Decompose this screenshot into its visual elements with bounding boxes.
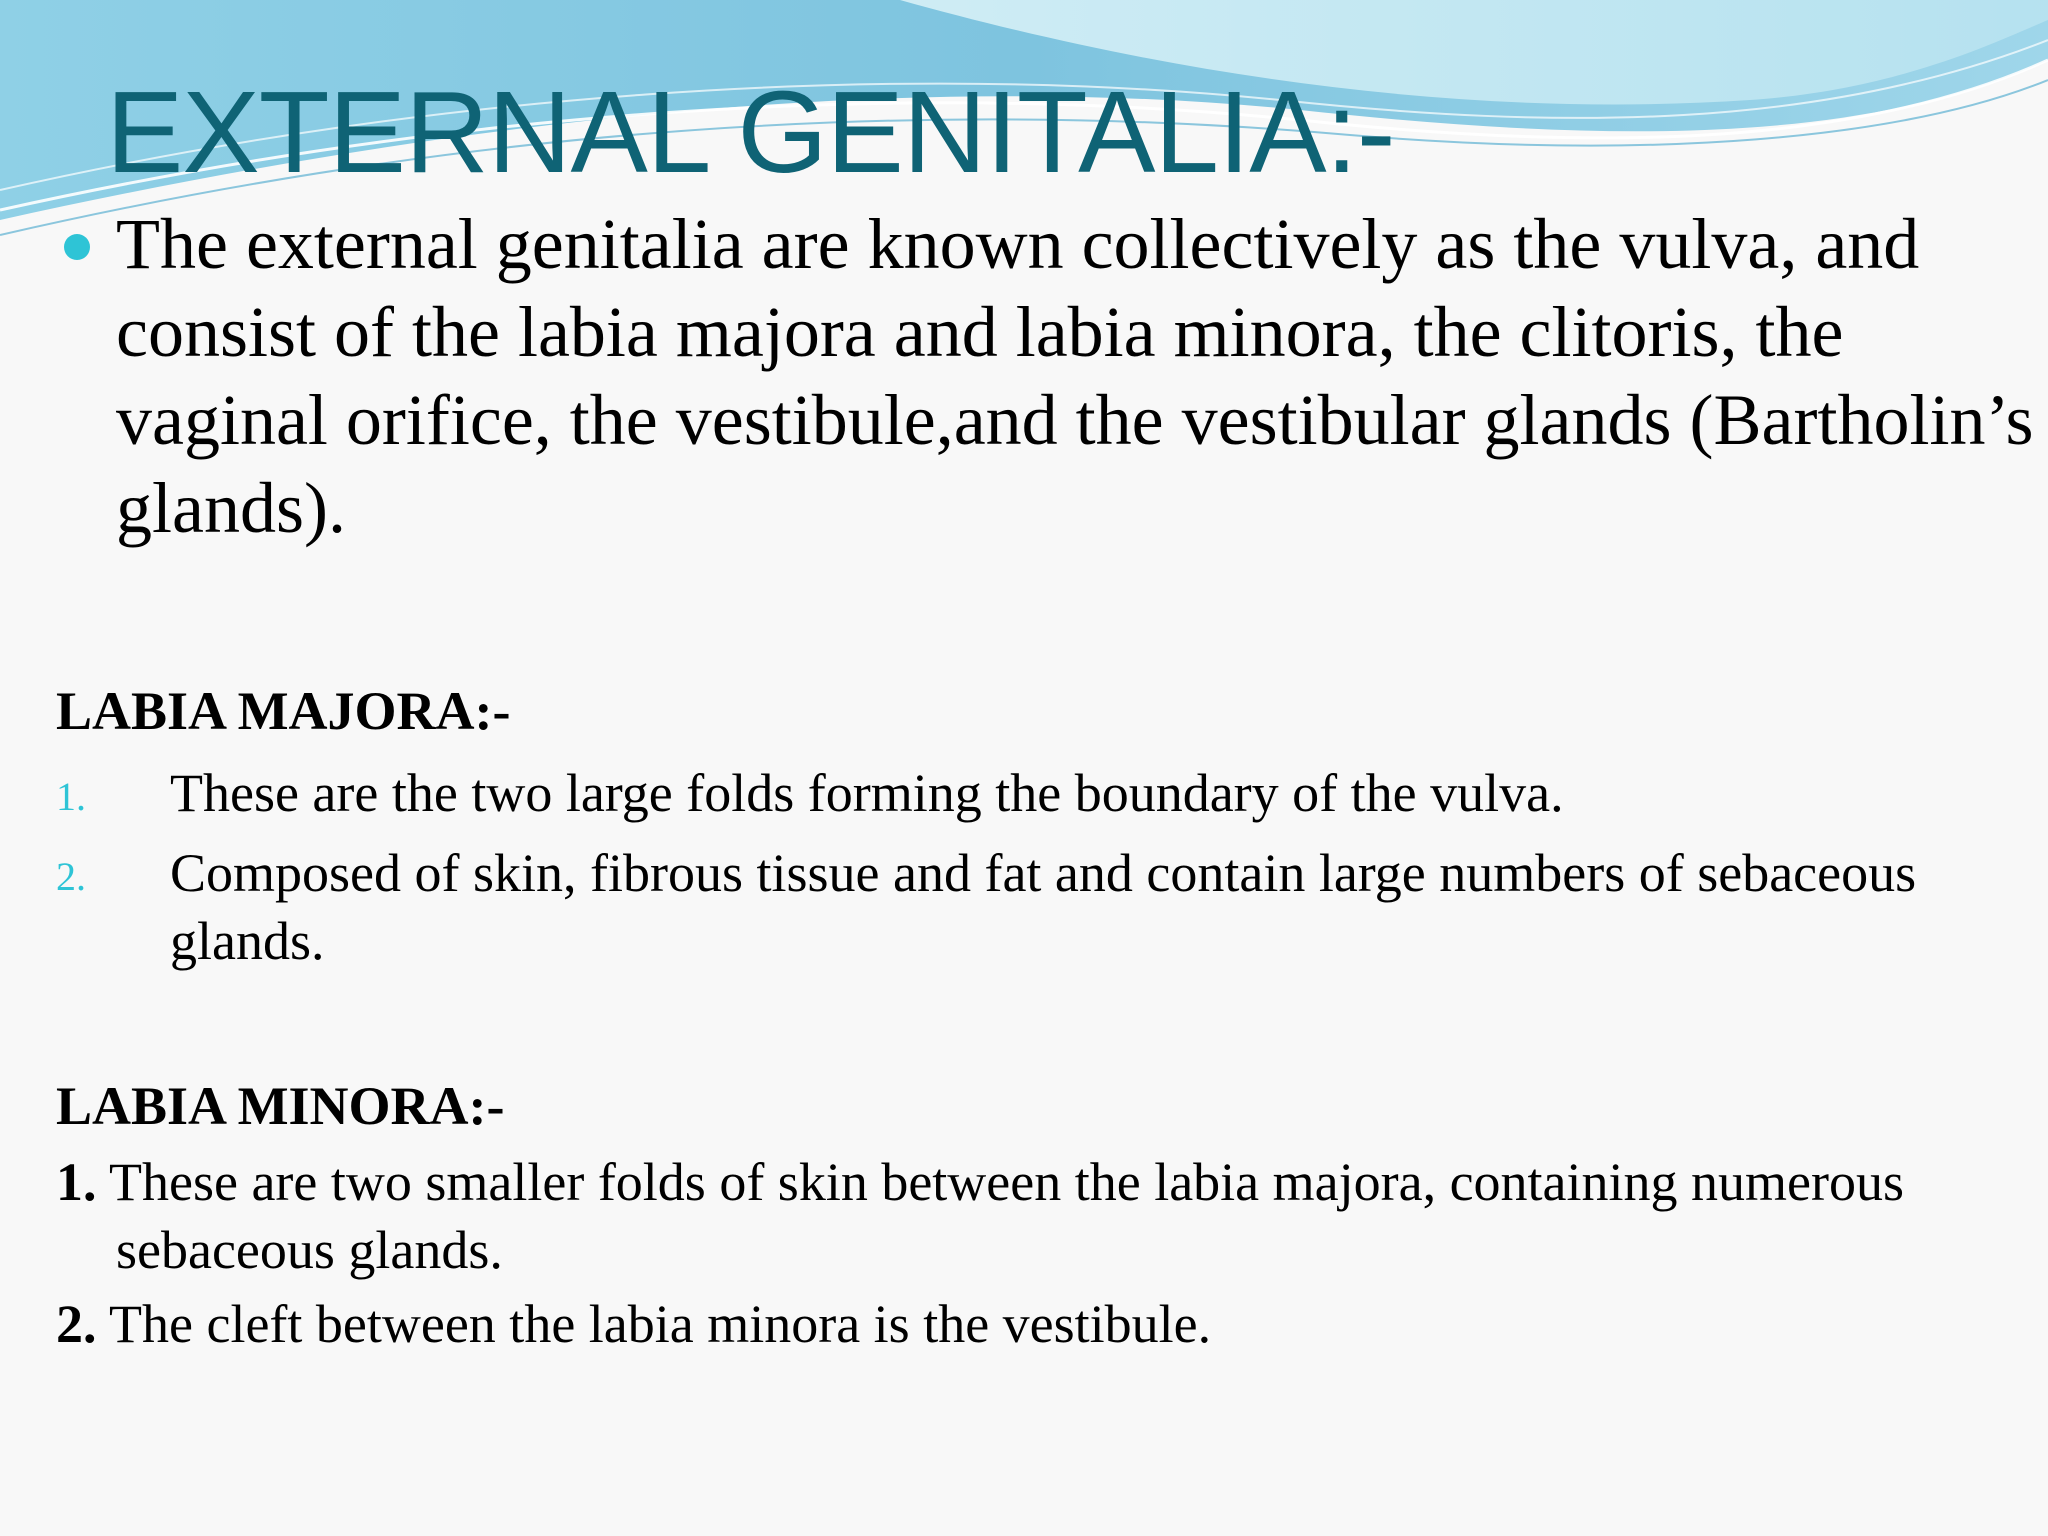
bullet-dot-icon	[64, 234, 90, 260]
list-number: 1.	[56, 774, 86, 819]
list-item-text: These are two smaller folds of skin between the labia majora, containing numerous sebaceous glands.	[109, 1152, 1904, 1280]
list-item	[56, 759, 1996, 827]
intro-bullet	[60, 200, 2034, 552]
list-item	[56, 1290, 1996, 1358]
labia-minora-section	[56, 1070, 1996, 1358]
list-number: 1.	[56, 1152, 97, 1212]
slide-title: EXTERNAL GENITALIA:-	[106, 67, 1395, 197]
labia-minora-heading: LABIA MINORA:-	[56, 1076, 505, 1136]
intro-text: The external genitalia are known collectively as the vulva, and consist of the labia majora and labia minora, the clitoris, the vaginal orifice, the vestibule,and the vestibular glands (Bartholin’s glands).	[116, 204, 2034, 548]
labia-majora-section	[56, 675, 1996, 975]
list-item	[56, 839, 1996, 975]
list-item-text: The cleft between the labia minora is the vestibule.	[109, 1294, 1212, 1354]
list-number: 2.	[56, 1294, 97, 1354]
list-item-text: These are the two large folds forming the boundary of the vulva.	[170, 763, 1564, 823]
list-item-text: Composed of skin, fibrous tissue and fat and contain large numbers of sebaceous glands.	[170, 843, 1917, 971]
list-number: 2.	[56, 854, 86, 899]
list-item	[56, 1148, 1996, 1284]
labia-majora-list	[56, 759, 1996, 975]
labia-majora-heading: LABIA MAJORA:-	[56, 681, 511, 741]
